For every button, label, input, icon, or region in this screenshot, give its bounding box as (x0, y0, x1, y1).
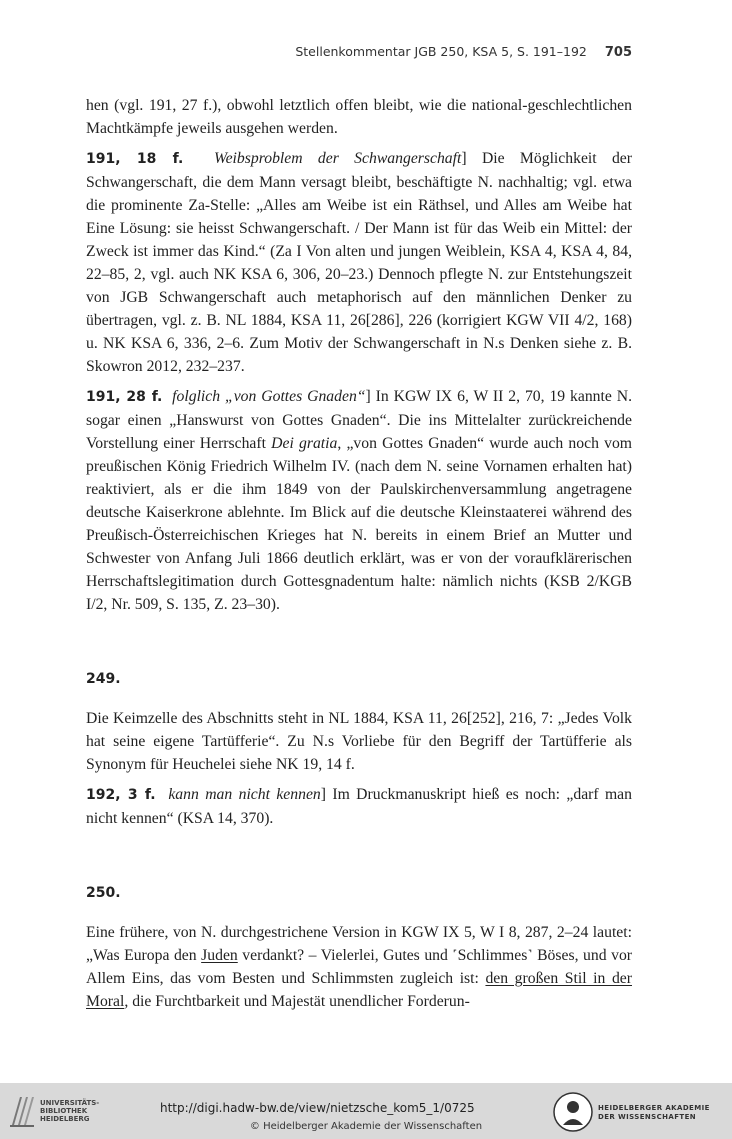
page-number: 705 (604, 45, 632, 60)
lemma: kann man nicht kennen (168, 786, 321, 803)
text-run: verdankt? – Vielerlei, Gutes und ˹Schlimmes˺ Böses, und vor Allem Eins, das vom Besten und Schlimmsten zugleich ist: (86, 947, 633, 987)
lemma: Weibsproblem der Schwangerschaft (213, 150, 462, 167)
lemma: folglich „von Gottes Gnaden“ (172, 388, 366, 405)
commentary-text: , „von Gottes Gnaden“ wurde auch noch vom preußischen König Friedrich Wilhelm IV. (nach dem N. seine Vornamen erhalten hat) reaktiviert, als er die ihm 1849 von der Paulskirchenversammlung angetragene deutsche Kaiserkrone ablehnte. Im Blick auf die deutsche Kleinstaaterei während des Preußisch-Österreichischen Krieges hat N. bereits in einem Brief an Mutter und Schwester von Anfang Juli 1866 deutlich erklärt, was er von der voraufklärerischen Herrschaftslegitimation durch Gottesgnadentum halte: nämlich nichts (KSB 2/KGB I/2, Nr. 509, S. 135, Z. 23–30). (86, 435, 632, 613)
text-run: , die Furchtbarkeit und Majestät unendlicher Forderun- (124, 993, 470, 1010)
section-heading-249: 249. (86, 671, 121, 687)
line-reference: 191, 28 f. (86, 389, 163, 405)
text-run: Eine frühere, von N. durchgestrichene Version in KGW IX 5, W I 8, 287, 2–24 lautet: „Was Europa den (86, 924, 632, 964)
line-reference: 191, 18 f. (86, 151, 184, 167)
italic-term: Dei gratia (271, 435, 338, 452)
paragraph-continuation: hen (vgl. 191, 27 f.), obwohl letztlich offen bleibt, wie die national-geschlechtlichen Machtkämpfe jeweils ausgehen werden. (86, 97, 632, 137)
running-header (86, 44, 632, 60)
main-text (86, 94, 632, 1020)
lemma-bracket: ] (461, 150, 467, 167)
academy-logo[interactable] (552, 1091, 722, 1133)
academy-name: HEIDELBERGER AKADEMIE DER WISSENSCHAFTEN (598, 1104, 710, 1121)
footer-bar (0, 1083, 732, 1139)
underlined-term: Juden (201, 947, 238, 964)
copyright-notice: © Heidelberger Akademie der Wissenschaften (249, 1121, 483, 1132)
commentary-text: Die Möglichkeit der Schwangerschaft, die dem Mann versagt bleibt, beschäftigte N. nachhaltig; vgl. etwa die prominente Za-Stelle: „Alles am Weibe ist ein Räthsel, und Alles am Weibe hat Eine Lösung: sie heisst Schwangerschaft. / Der Mann ist für das Weib ein Mittel: der Zweck ist immer das Kind.“ (Za I Von alten und jungen Weiblein, KSA 4, KSA 4, 84, 22–85, 2, vgl. auch NK KSA 6, 306, 20–23.) Dennoch pflegte N. zur Entstehungszeit von JGB Schwangerschaft auch metaphorisch auf den männlichen Denker zu übertragen, vgl. z. B. NL 1884, KSA 11, 26[286], 226 (korrigiert KGW VII 4/2, 168) u. NK KSA 6, 336, 2–6. Zum Motiv der Schwangerschaft in N.s Denken siehe z. B. Skowron 2012, 232–237. (86, 150, 632, 375)
commentary-text: In KGW IX 6, W II 2, 70, 19 kannte N. sogar einen „Hanswurst von Gottes Gnaden“. Die ins Mittelalter zurückreichende Vorstellung einer Herrschaft (86, 388, 632, 452)
academy-seal-icon (552, 1091, 594, 1133)
commentary-entry-191-28 (86, 385, 632, 616)
section-250-intro (86, 921, 632, 1013)
commentary-entry-192-3 (86, 783, 632, 830)
commentary-text: Im Druckmanuskript hieß es noch: „darf man nicht kennen“ (KSA 14, 370). (86, 786, 632, 827)
source-url-link[interactable]: http://digi.hadw-bw.de/view/nietzsche_kom5_1/0725 (160, 1101, 475, 1115)
section-249-intro: Die Keimzelle des Abschnitts steht in NL 1884, KSA 11, 26[252], 216, 7: „Jedes Volk hat seine eigene Tartüfferie“. Zu N.s Vorliebe für den Begriff der Tartüfferie als Synonym für Heuchelei siehe NK 19, 14 f. (86, 710, 632, 773)
section-heading-250: 250. (86, 885, 121, 901)
commentary-entry-191-18 (86, 147, 632, 378)
running-title: Stellenkommentar JGB 250, KSA 5, S. 191–192 (295, 44, 587, 59)
lemma-bracket: ] (320, 786, 326, 803)
lemma-bracket: ] (365, 388, 371, 405)
underlined-term: den großen Stil in der Moral (86, 970, 632, 1010)
library-name: UNIVERSITÄTS- BIBLIOTHEK HEIDELBERG (40, 1099, 100, 1123)
line-reference: 192, 3 f. (86, 787, 156, 803)
